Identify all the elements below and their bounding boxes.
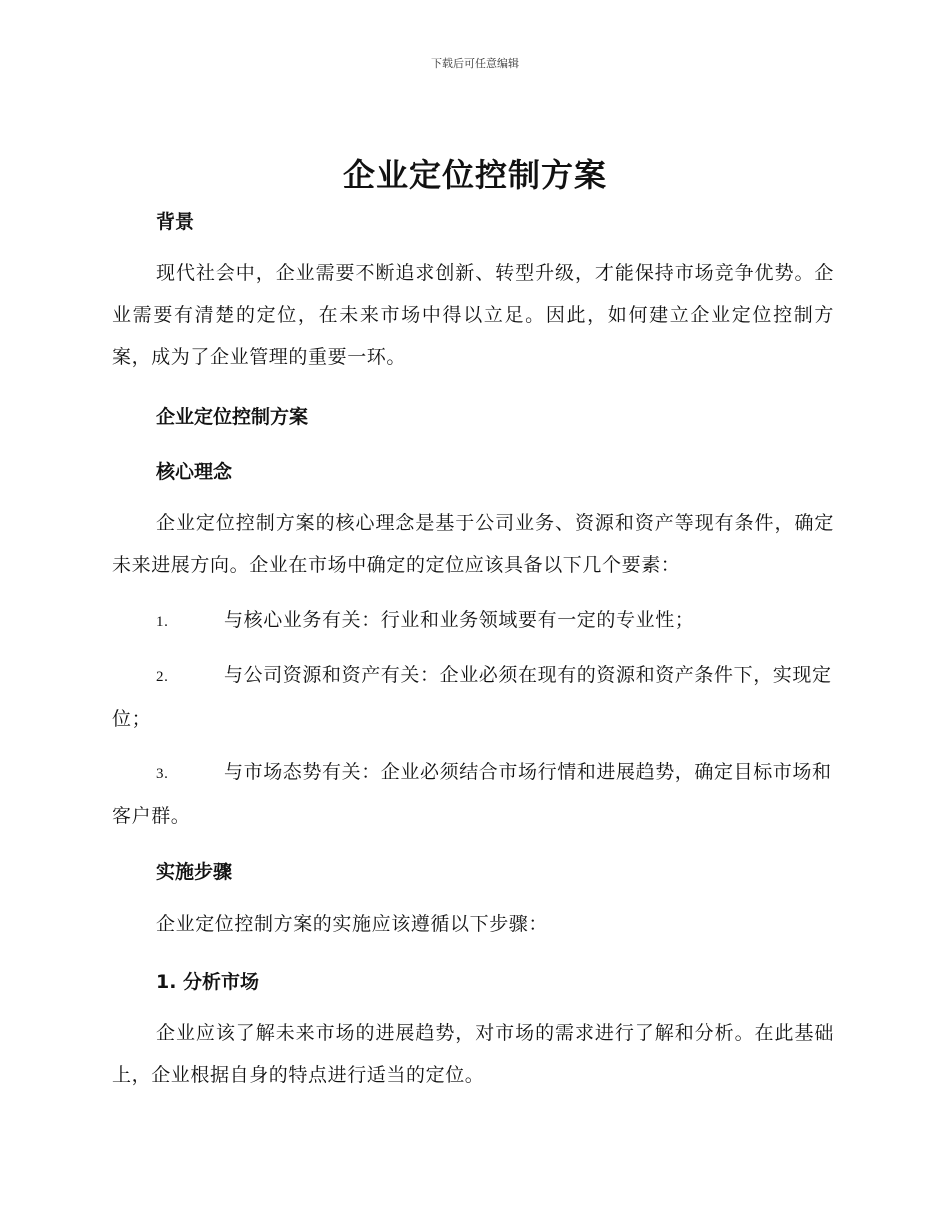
paragraph-steps: 企业定位控制方案的实施应该遵循以下步骤： [156, 913, 549, 935]
list-item [112, 751, 834, 837]
list-text: 与核心业务有关：行业和业务领域要有一定的专业性； [224, 609, 695, 631]
list-number: 1. [156, 614, 169, 630]
list-number: 2. [156, 669, 169, 685]
paragraph-background: 现代社会中，企业需要不断追求创新、转型升级，才能保持市场竞争优势。企业需要有清楚的定位，在未来市场中得以立足。因此，如何建立企业定位控制方案，成为了企业管理的重要一环。 [112, 262, 834, 368]
list-text: 与市场态势有关：企业必须结合市场行情和进展趋势，确定目标市场和客户群。 [112, 761, 832, 827]
document-title: 企业定位控制方案 [342, 156, 607, 194]
section-heading-background: 背景 [156, 211, 195, 233]
list-item [112, 654, 834, 740]
section-heading-step1: 1. 分析市场 [156, 971, 260, 993]
list-item [112, 599, 834, 643]
list-number: 3. [156, 766, 169, 782]
paragraph-step1: 企业应该了解未来市场的进展趋势，对市场的需求进行了解和分析。在此基础上，企业根据自身的特点进行适当的定位。 [112, 1022, 834, 1086]
section-heading-steps: 实施步骤 [156, 861, 233, 883]
section-heading-core: 核心理念 [156, 461, 233, 483]
page-header-note: 下载后可任意编辑 [431, 57, 519, 70]
list-text: 与公司资源和资产有关：企业必须在现有的资源和资产条件下，实现定位； [112, 664, 832, 730]
section-heading-plan: 企业定位控制方案 [156, 406, 309, 428]
paragraph-core: 企业定位控制方案的核心理念是基于公司业务、资源和资产等现有条件，确定未来进展方向。企业在市场中确定的定位应该具备以下几个要素： [112, 512, 834, 576]
